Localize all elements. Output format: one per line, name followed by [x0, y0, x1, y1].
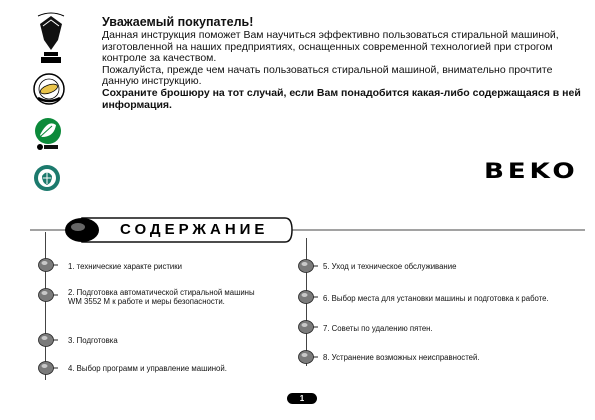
toc-bullet-knob: [38, 258, 58, 272]
toc-header-band: [0, 212, 595, 252]
intro-paragraph-1: Данная инструкция поможет Вам научиться эффективно пользоваться стиральной машиной, изготовленной на наших предприятиях, оснащенных современной технологией при строгом контроле за качеством.: [102, 29, 559, 65]
toc-item-7[interactable]: 7. Советы по удалению пятен.: [323, 324, 433, 333]
brand-logo: BEKO: [484, 159, 579, 183]
toc-bullet-knob: [298, 320, 318, 334]
intro-greeting: Уважаемый покупатель!: [102, 15, 254, 29]
toc-bullet-knob: [38, 333, 58, 347]
toc-item-4[interactable]: 4. Выбор программ и управление машиной.: [68, 364, 227, 373]
page-number: 1: [287, 393, 317, 404]
recycle-globe-icon: [32, 163, 62, 193]
toc-bullet-knob: [298, 259, 318, 273]
intro-block: [102, 15, 582, 111]
toc-title: СОДЕРЖАНИЕ: [120, 221, 269, 238]
toc-bullet-knob: [298, 350, 318, 364]
toc-bullet-knob: [298, 290, 318, 304]
badge-sidebar: [0, 0, 92, 200]
intro-paragraph-2: Пожалуйста, прежде чем начать пользоваться стиральной машиной, внимательно прочтите данную инструкцию.: [102, 63, 553, 88]
award-emblem-icon: [32, 10, 70, 68]
toc-item-1[interactable]: 1. технические характе ристики: [68, 262, 183, 271]
toc-item-5[interactable]: 5. Уход и техническое обслуживание: [323, 262, 457, 271]
toc-item-6[interactable]: 6. Выбор места для установки машины и подготовка к работе.: [323, 294, 549, 303]
quality-seal-icon: [32, 72, 66, 106]
toc-item-3[interactable]: 3. Подготовка: [68, 336, 118, 345]
toc-left-line: [45, 232, 46, 380]
toc-item-8[interactable]: 8. Устранение возможных неисправностей.: [323, 353, 480, 362]
toc-item-2[interactable]: 2. Подготовка автоматической стиральной машины WM 3552 M к работе и меры безопасности.: [68, 288, 255, 306]
toc-bullet-knob: [38, 288, 58, 302]
toc-bullet-knob: [38, 361, 58, 375]
eco-leaf-icon: [32, 117, 64, 151]
intro-paragraph-3: Сохраните брошюру на тот случай, если Вам понадобится какая-либо содержащаяся в ней информация.: [102, 86, 581, 111]
